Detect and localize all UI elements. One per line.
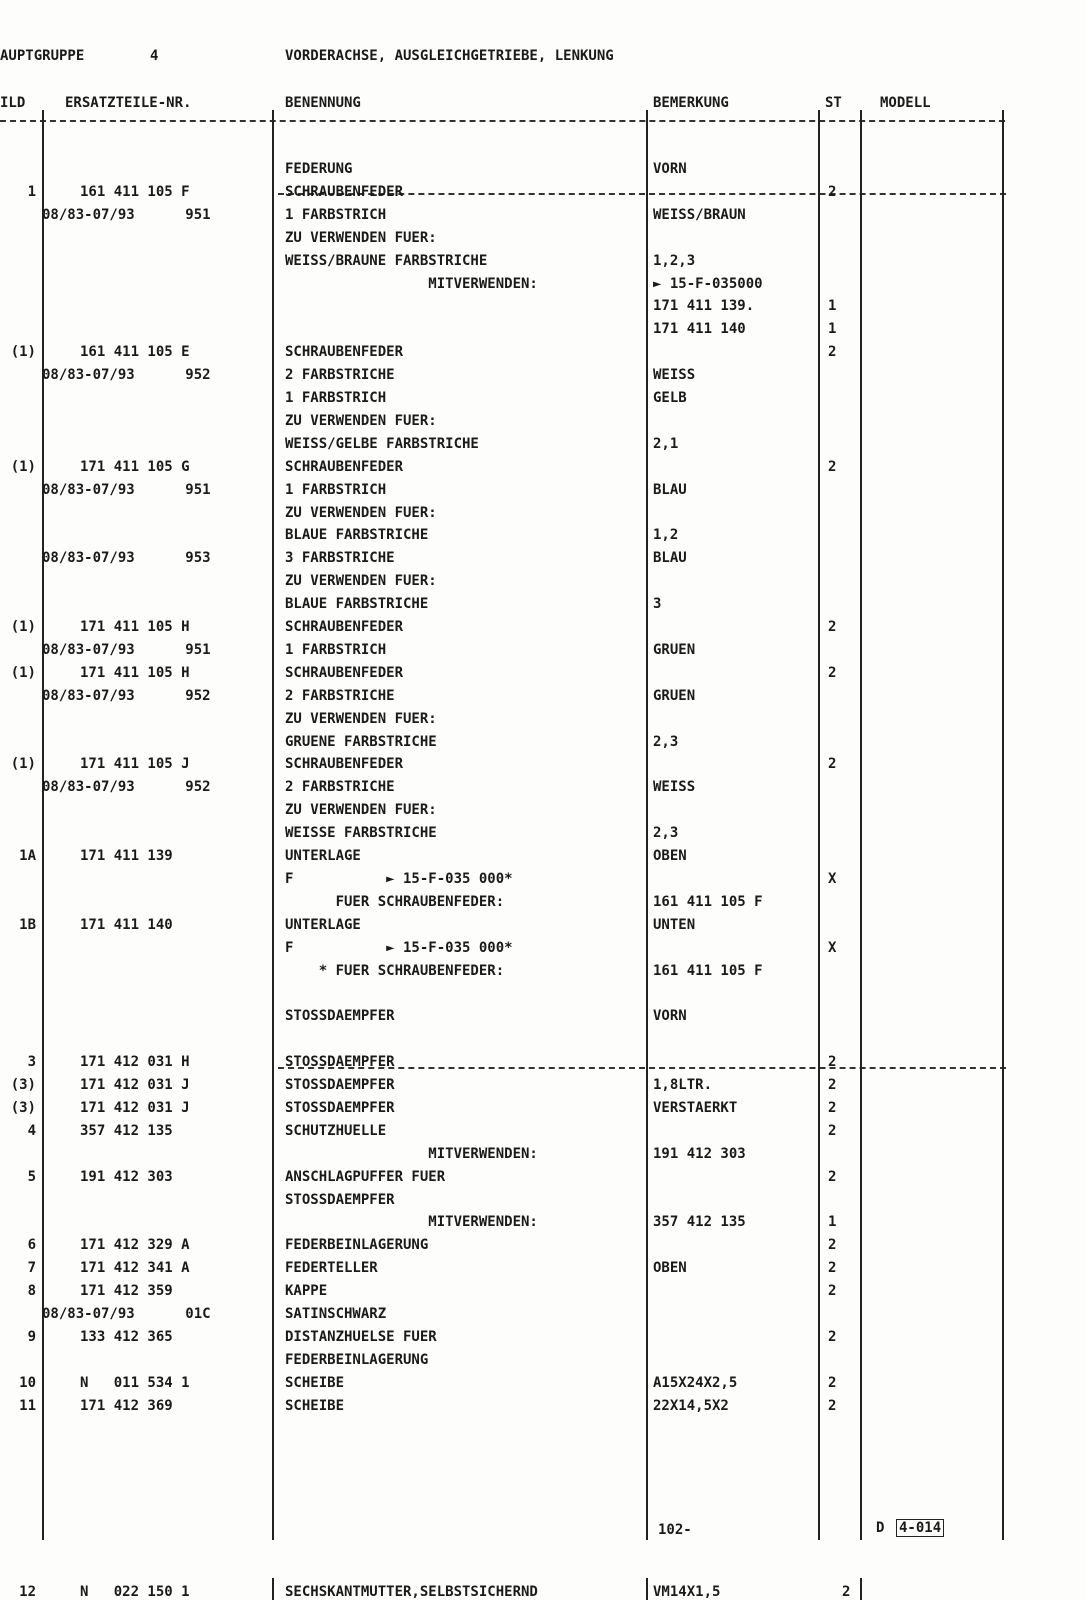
- cell-part-number: 08/83-07/93 952: [42, 687, 211, 704]
- cell-bemerkung: WEISS/BRAUN: [653, 206, 746, 223]
- cell-benennung: SCHRAUBENFEDER: [285, 183, 404, 200]
- cell-benennung: FEDERBEINLAGERUNG: [285, 1351, 429, 1368]
- cell-benennung: F ► 15-F-035 000*: [285, 870, 513, 887]
- cell-part-number: 171 412 359: [80, 1283, 173, 1300]
- cell-part-number: 161 411 105 F: [80, 183, 190, 200]
- cell-bild: 7: [27, 1260, 36, 1277]
- cell-benennung: 1 FARBSTRICH: [285, 481, 387, 498]
- header-divider: [0, 120, 1005, 122]
- cell-benennung: FEDERTELLER: [285, 1260, 378, 1277]
- cell-part-number: 171 411 139: [80, 848, 173, 864]
- cell-part-number: 08/83-07/93 951: [42, 206, 211, 223]
- cell-benennung: SCHRAUBENFEDER: [285, 458, 404, 475]
- cell-bemerkung: 161 411 105 F: [653, 962, 763, 979]
- cell-st: 2: [828, 1260, 837, 1277]
- cell-part-number: 171 412 031 H: [80, 1054, 190, 1071]
- cell-benennung: SCHRAUBENFEDER: [285, 756, 404, 773]
- cell-part-number: 08/83-07/93 951: [42, 481, 211, 498]
- cell-bemerkung: GRUEN: [653, 687, 696, 704]
- page-code-prefix: D: [876, 1520, 885, 1536]
- cell-benennung: WEISSE FARBSTRICHE: [285, 825, 437, 842]
- cell-bemerkung: 171 411 140: [653, 321, 746, 338]
- cell-benennung: 1 FARBSTRICH: [285, 390, 387, 406]
- cell-bemerkung: A15X24X2,5: [653, 1374, 738, 1391]
- cell-benennung: BLAUE FARBSTRICHE: [285, 596, 429, 613]
- cell-part-number: 171 411 140: [80, 916, 173, 933]
- cell-bild: 10: [19, 1374, 36, 1391]
- column-header-bild: ILD: [0, 95, 26, 111]
- cell-benennung: 1 FARBSTRICH: [285, 206, 387, 223]
- cell-benennung: STOSSDAEMPFER: [285, 1054, 395, 1071]
- cell-bild: (1): [10, 619, 36, 635]
- next-page-part: N 022 150 1: [80, 1584, 190, 1600]
- cell-bild: (1): [10, 344, 36, 361]
- column-header-bemerkung: BEMERKUNG: [653, 95, 729, 111]
- cell-bemerkung: OBEN: [653, 848, 687, 864]
- cell-benennung: * FUER SCHRAUBENFEDER:: [285, 962, 505, 979]
- next-page-line-1: [272, 1578, 274, 1600]
- page-code: 4-014: [896, 1519, 944, 1537]
- cell-st: 2: [828, 1374, 837, 1391]
- cell-st: 2: [828, 619, 837, 635]
- cell-st: X: [828, 939, 837, 956]
- cell-st: 2: [828, 1328, 837, 1345]
- column-line-3: [646, 110, 648, 1540]
- cell-bemerkung: 357 412 135: [653, 1214, 746, 1231]
- cell-benennung: ZU VERWENDEN FUER:: [285, 229, 437, 246]
- cell-benennung: SCHRAUBENFEDER: [285, 664, 404, 681]
- cell-bemerkung: 1,2,3: [653, 252, 696, 269]
- column-header-benennung: BENENNUNG: [285, 95, 361, 111]
- cell-benennung: UNTERLAGE: [285, 848, 361, 864]
- cell-benennung: SATINSCHWARZ: [285, 1306, 387, 1322]
- main-group-number: 4: [150, 48, 159, 64]
- column-header-ersatzteile: ERSATZTEILE-NR.: [65, 95, 192, 111]
- cell-benennung: FUER SCHRAUBENFEDER:: [285, 893, 505, 910]
- cell-benennung: ZU VERWENDEN FUER:: [285, 710, 437, 727]
- cell-benennung: ZU VERWENDEN FUER:: [285, 504, 437, 521]
- column-header-modell: MODELL: [880, 95, 931, 111]
- cell-bemerkung: UNTEN: [653, 916, 696, 933]
- cell-bemerkung: 3: [653, 596, 662, 613]
- cell-bemerkung: 1,2: [653, 527, 679, 544]
- cell-st: 1: [828, 1214, 837, 1231]
- cell-part-number: 171 411 105 H: [80, 619, 190, 635]
- cell-benennung: GRUENE FARBSTRICHE: [285, 733, 437, 750]
- column-line-6: [1002, 110, 1004, 1540]
- cell-part-number: 171 411 105 J: [80, 756, 190, 773]
- cell-bild: 11: [19, 1397, 36, 1414]
- main-group-label: AUPTGRUPPE: [0, 48, 85, 64]
- next-page-bild: 12: [19, 1584, 36, 1600]
- cell-bemerkung: 22X14,5X2: [653, 1397, 729, 1414]
- cell-bild: 1: [27, 183, 36, 200]
- cell-benennung: SCHUTZHUELLE: [285, 1122, 387, 1139]
- cell-benennung: STOSSDAEMPFER: [285, 1099, 395, 1116]
- cell-bild: (3): [10, 1077, 36, 1093]
- cell-st: X: [828, 870, 837, 887]
- cell-benennung: ANSCHLAGPUFFER FUER: [285, 1168, 446, 1185]
- cell-bemerkung: VORN: [653, 161, 687, 177]
- cell-bild: (1): [10, 756, 36, 773]
- cell-part-number: 08/83-07/93 952: [42, 779, 211, 796]
- cell-bild: 8: [27, 1283, 36, 1300]
- cell-bemerkung: 2,3: [653, 733, 679, 750]
- cell-benennung: 2 FARBSTRICHE: [285, 687, 395, 704]
- cell-bemerkung: 191 412 303: [653, 1145, 746, 1162]
- cell-st: 1: [828, 298, 837, 315]
- cell-benennung: 3 FARBSTRICHE: [285, 550, 395, 567]
- cell-st: 2: [828, 1099, 837, 1116]
- cell-bild: 5: [27, 1168, 36, 1185]
- cell-part-number: 171 411 105 G: [80, 458, 190, 475]
- column-header-st: ST: [825, 95, 842, 111]
- cell-bemerkung: 1,8LTR.: [653, 1077, 713, 1093]
- cell-part-number: 08/83-07/93 953: [42, 550, 211, 567]
- cell-benennung: 2 FARBSTRICHE: [285, 779, 395, 796]
- cell-benennung: STOSSDAEMPFER: [285, 1191, 395, 1208]
- cell-bemerkung: ► 15-F-035000: [653, 275, 763, 292]
- cell-bemerkung: VORN: [653, 1008, 687, 1025]
- cell-benennung: WEISS/GELBE FARBSTRICHE: [285, 435, 479, 452]
- cell-benennung: STOSSDAEMPFER: [285, 1077, 395, 1093]
- next-page-line-3: [860, 1578, 862, 1600]
- cell-bemerkung: 161 411 105 F: [653, 893, 763, 910]
- cell-part-number: 171 412 031 J: [80, 1099, 190, 1116]
- cell-st: 2: [828, 458, 837, 475]
- cell-benennung: SCHEIBE: [285, 1374, 345, 1391]
- cell-bemerkung: 2,1: [653, 435, 679, 452]
- cell-benennung: SCHRAUBENFEDER: [285, 344, 404, 361]
- cell-bemerkung: VERSTAERKT: [653, 1099, 738, 1116]
- cell-benennung: FEDERUNG: [285, 161, 353, 177]
- cell-benennung: SCHRAUBENFEDER: [285, 619, 404, 635]
- cell-bemerkung: BLAU: [653, 550, 687, 567]
- cell-bild: 9: [27, 1328, 36, 1345]
- cell-benennung: F ► 15-F-035 000*: [285, 939, 513, 956]
- cell-bild: 4: [27, 1122, 36, 1139]
- column-line-5: [860, 110, 862, 1540]
- cell-bemerkung: WEISS: [653, 779, 696, 796]
- cell-part-number: 357 412 135: [80, 1122, 173, 1139]
- cell-benennung: ZU VERWENDEN FUER:: [285, 412, 437, 429]
- cell-benennung: DISTANZHUELSE FUER: [285, 1328, 437, 1345]
- cell-bild: (1): [10, 458, 36, 475]
- cell-benennung: UNTERLAGE: [285, 916, 361, 933]
- cell-part-number: 191 412 303: [80, 1168, 173, 1185]
- cell-benennung: FEDERBEINLAGERUNG: [285, 1237, 429, 1254]
- cell-benennung: WEISS/BRAUNE FARBSTRICHE: [285, 252, 488, 269]
- cell-part-number: 171 412 329 A: [80, 1237, 190, 1254]
- cell-bild: 6: [27, 1237, 36, 1254]
- cell-bild: (3): [10, 1099, 36, 1116]
- cell-part-number: N 011 534 1: [80, 1374, 190, 1391]
- cell-benennung: 1 FARBSTRICH: [285, 641, 387, 658]
- cell-benennung: MITVERWENDEN:: [285, 1214, 538, 1231]
- cell-st: 2: [828, 1054, 837, 1071]
- cell-bild: 1B: [19, 916, 36, 933]
- cell-benennung: SCHEIBE: [285, 1397, 345, 1414]
- cell-st: 2: [828, 1397, 837, 1414]
- cell-benennung: KAPPE: [285, 1283, 328, 1300]
- cell-bemerkung: 2,3: [653, 825, 679, 842]
- cell-part-number: 171 412 369: [80, 1397, 173, 1414]
- cell-benennung: 2 FARBSTRICHE: [285, 367, 395, 384]
- cell-bemerkung: 171 411 139.: [653, 298, 755, 315]
- cell-bild: 3: [27, 1054, 36, 1071]
- page-number: 102-: [658, 1522, 692, 1538]
- cell-bemerkung: GRUEN: [653, 641, 696, 658]
- cell-part-number: 171 411 105 H: [80, 664, 190, 681]
- cell-bild: 1A: [19, 848, 36, 864]
- cell-st: 2: [828, 756, 837, 773]
- cell-benennung: STOSSDAEMPFER: [285, 1008, 395, 1025]
- cell-benennung: ZU VERWENDEN FUER:: [285, 573, 437, 590]
- column-line-1: [42, 110, 44, 1540]
- main-group-title: VORDERACHSE, AUSGLEICHGETRIEBE, LENKUNG: [285, 48, 614, 64]
- cell-bemerkung: OBEN: [653, 1260, 687, 1277]
- cell-part-number: 161 411 105 E: [80, 344, 190, 361]
- cell-st: 2: [828, 1077, 837, 1093]
- column-line-2: [272, 110, 274, 1540]
- cell-st: 2: [828, 664, 837, 681]
- cell-st: 2: [828, 1168, 837, 1185]
- next-page-line-2: [646, 1578, 648, 1600]
- cell-st: 2: [828, 1283, 837, 1300]
- cell-st: 2: [828, 1237, 837, 1254]
- cell-bild: (1): [10, 664, 36, 681]
- cell-part-number: 08/83-07/93 951: [42, 641, 211, 658]
- cell-benennung: BLAUE FARBSTRICHE: [285, 527, 429, 544]
- cell-part-number: 171 412 341 A: [80, 1260, 190, 1277]
- column-line-4: [818, 110, 820, 1540]
- cell-bemerkung: GELB: [653, 390, 687, 406]
- next-page-bemerkung: VM14X1,5: [653, 1584, 721, 1600]
- cell-st: 2: [828, 183, 837, 200]
- cell-benennung: ZU VERWENDEN FUER:: [285, 802, 437, 819]
- cell-st: 2: [828, 1122, 837, 1139]
- cell-bemerkung: WEISS: [653, 367, 696, 384]
- cell-part-number: 171 412 031 J: [80, 1077, 190, 1093]
- cell-benennung: MITVERWENDEN:: [285, 1145, 538, 1162]
- next-page-st: 2: [842, 1584, 851, 1600]
- cell-part-number: 08/83-07/93 01C: [42, 1306, 211, 1322]
- next-page-benennung: SECHSKANTMUTTER,SELBSTSICHERND: [285, 1584, 538, 1600]
- cell-part-number: 133 412 365: [80, 1328, 173, 1345]
- cell-st: 1: [828, 321, 837, 338]
- cell-part-number: 08/83-07/93 952: [42, 367, 211, 384]
- cell-bemerkung: BLAU: [653, 481, 687, 498]
- cell-benennung: MITVERWENDEN:: [285, 275, 538, 292]
- cell-st: 2: [828, 344, 837, 361]
